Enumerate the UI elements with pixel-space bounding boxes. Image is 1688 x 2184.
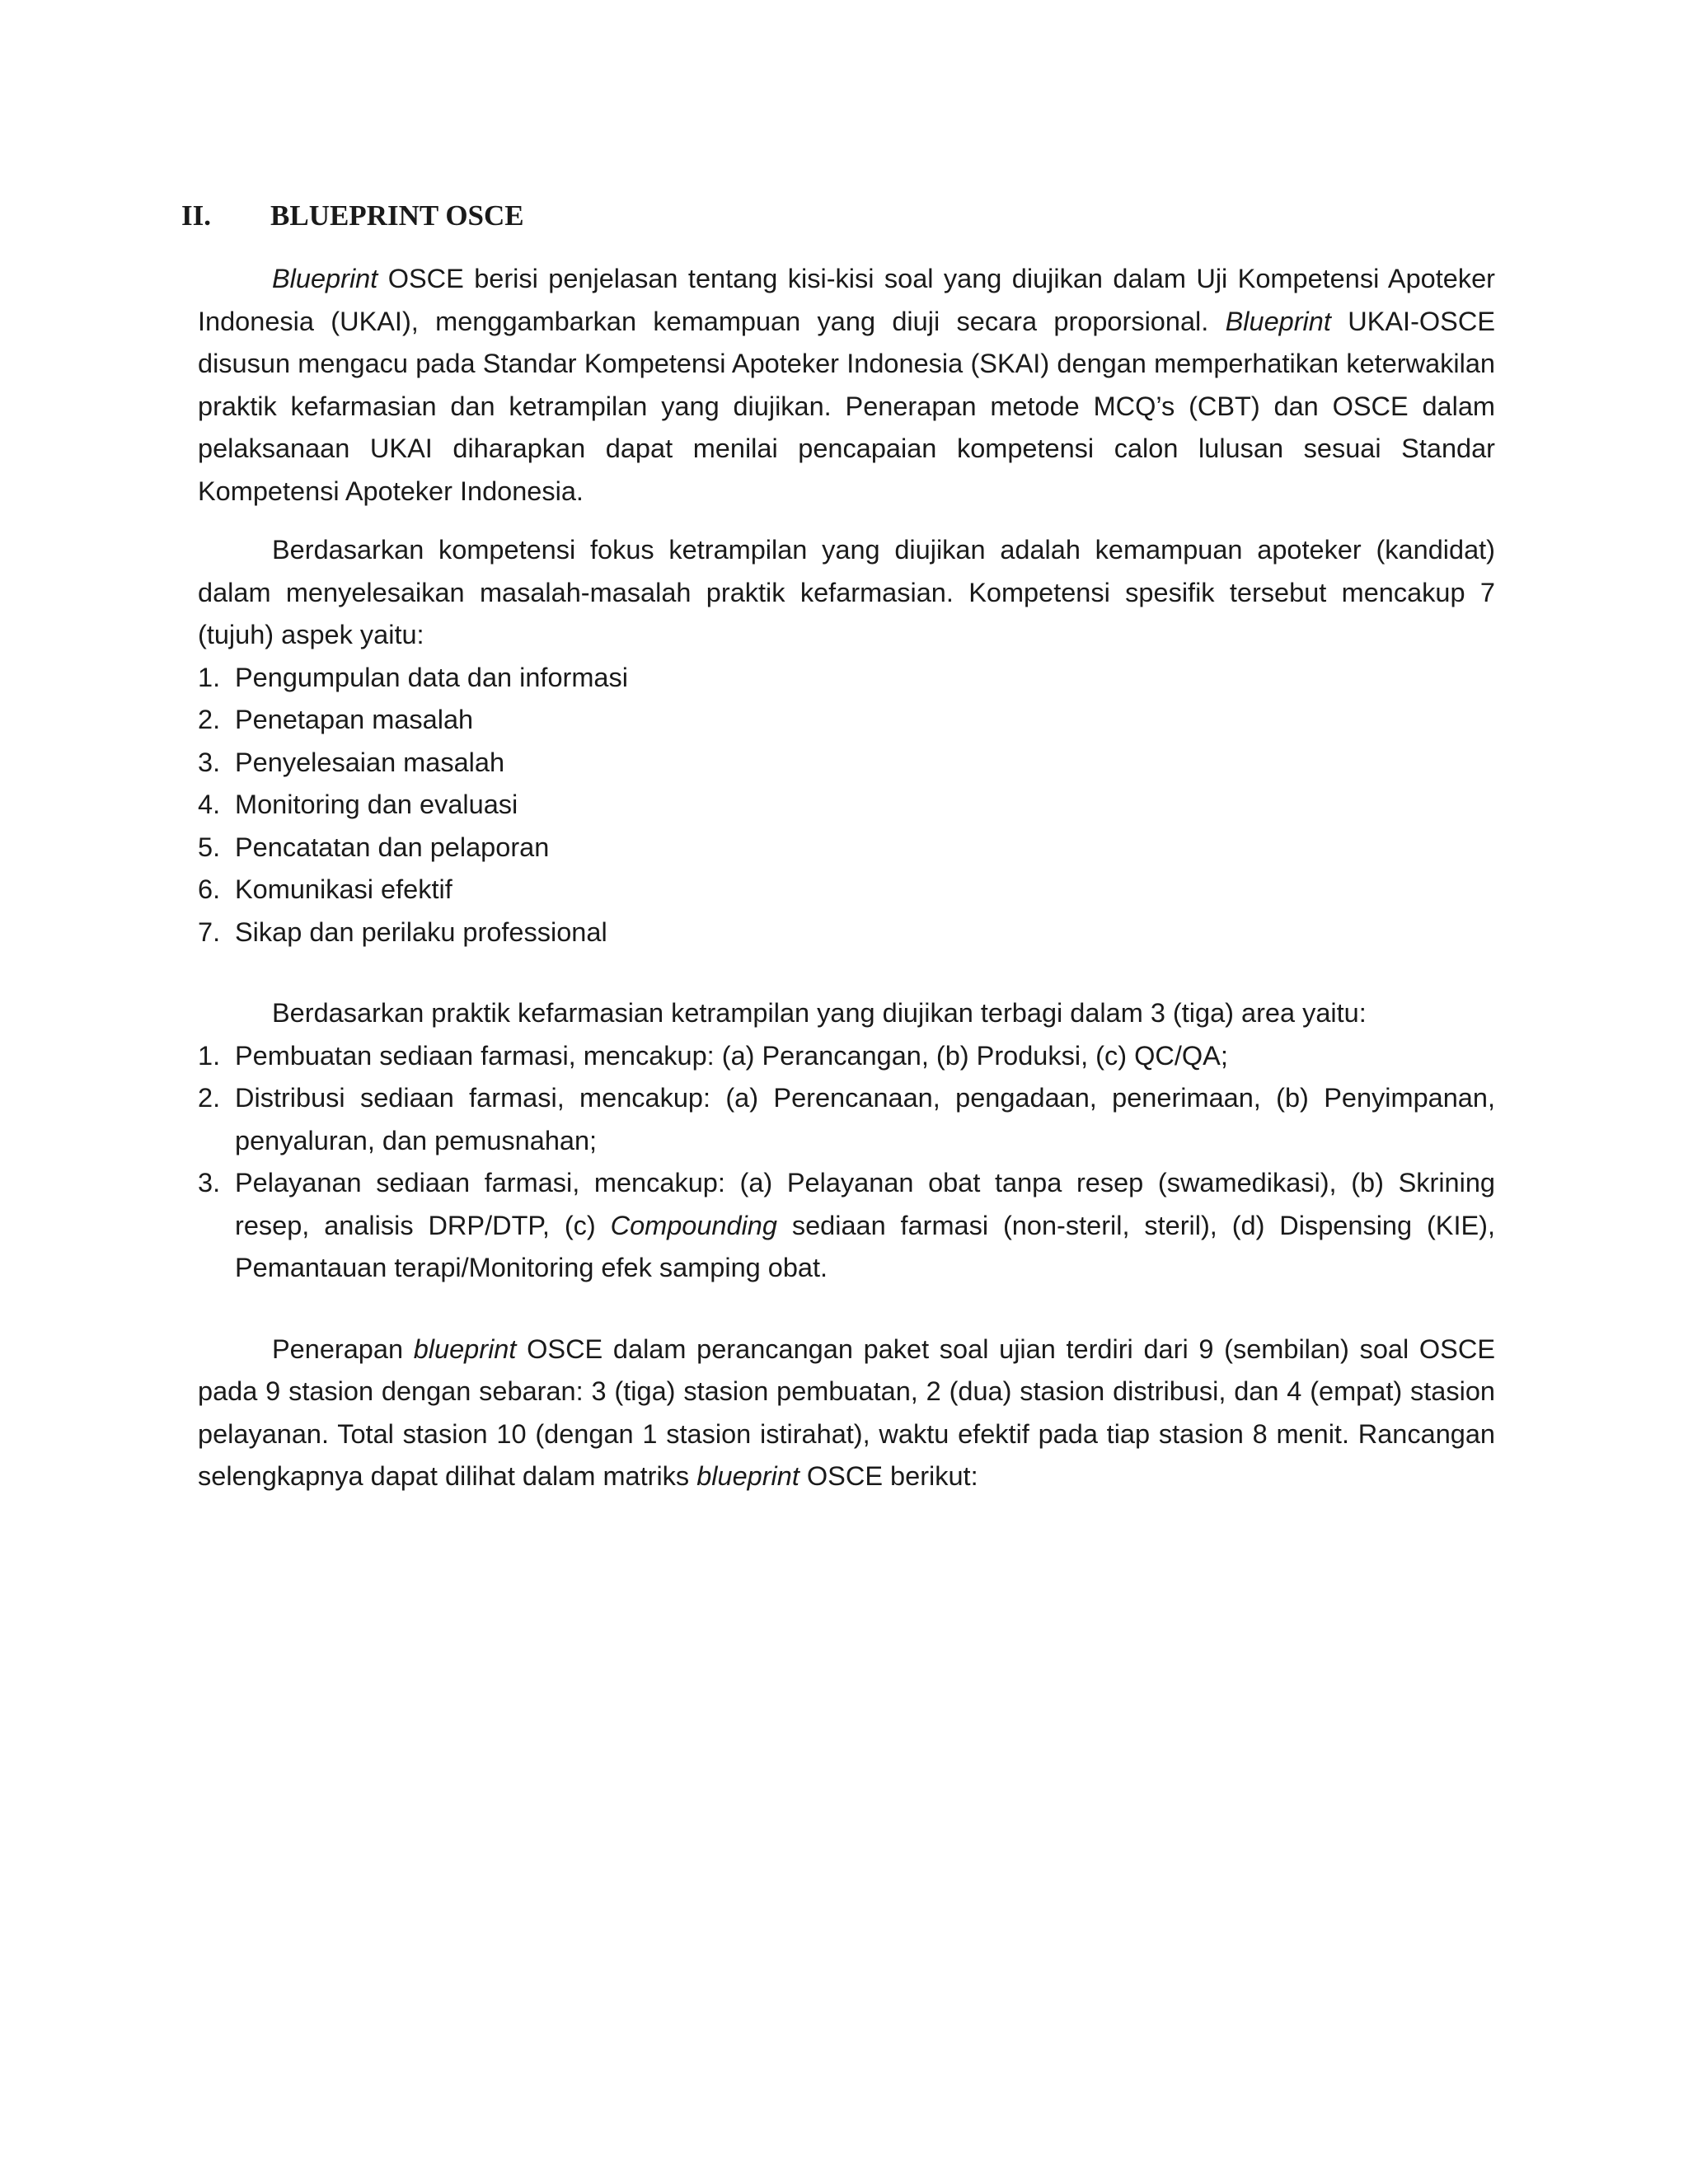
paragraph-competence: Berdasarkan kompetensi fokus ketrampilan yang diujikan adalah kemampuan apoteker (kandidat) dalam menyelesaikan masalah-masalah praktik kefarmasian. Kompetensi spesifik tersebut mencakup 7 (tujuh) aspek yaitu:: [198, 535, 1495, 649]
italic-term: Blueprint: [1225, 306, 1331, 336]
list-item: 1. Pembuatan sediaan farmasi, mencakup: (a) Perancangan, (b) Produksi, (c) QC/QA;: [198, 1040, 1228, 1071]
list-item: 7. Sikap dan perilaku professional: [198, 916, 607, 947]
document-body: [198, 258, 1495, 1498]
paragraph-stations: Penerapan blueprint OSCE dalam perancangan paket soal ujian terdiri dari 9 (sembilan) soal OSCE pada 9 stasion dengan sebaran: 3 (tiga) stasion pembuatan, 2 (dua) stasion distribusi, dan 4 (empat) stasion pelayanan. Total stasion 10 (dengan 1 stasion istirahat), waktu efektif pada tiap stasion 8 menit. Rancangan selengkapnya dapat dilihat dalam matriks blueprint OSCE berikut:: [198, 1333, 1495, 1491]
list-item: 3. Pelayanan sediaan farmasi, mencakup: (a) Pelayanan obat tanpa resep (swamedikasi), (b) Skrining resep, analisis DRP/DTP, (c) Compounding sediaan farmasi (non-steril, steril), (d) Dispensing (KIE), Pemantauan terapi/Monitoring efek samping obat.: [198, 1168, 1496, 1282]
list-item: 4. Monitoring dan evaluasi: [198, 790, 518, 819]
italic-term: blueprint: [413, 1333, 517, 1364]
list-item: 2. Distribusi sediaan farmasi, mencakup: (a) Perencanaan, pengadaan, penerimaan, (b) Penyimpanan, penyaluran, dan pemusnahan;: [198, 1083, 1495, 1155]
list-item: 1. Pengumpulan data dan informasi: [198, 662, 628, 692]
paragraph-intro: Blueprint OSCE berisi penjelasan tentang kisi-kisi soal yang diujikan dalam Uji Kompetensi Apoteker Indonesia (UKAI), menggambarkan kemampuan yang diuji secara proporsional. Blueprint UKAI-OSCE disusun mengacu pada Standar Kompetensi Apoteker Indonesia (SKAI) dengan memperhatikan keterwakilan praktik kefarmasian dan ketrampilan yang diujikan. Penerapan metode MCQ’s (CBT) dan OSCE dalam pelaksanaan UKAI diharapkan dapat menilai pencapaian kompetensi calon lulusan sesuai Standar Kompetensi Apoteker Indonesia.: [198, 264, 1496, 506]
section-number: II.: [181, 199, 211, 232]
italic-term: Blueprint: [272, 264, 378, 293]
italic-term: blueprint: [696, 1461, 799, 1491]
section-heading: [181, 196, 1495, 236]
list-item: 2. Penetapan masalah: [198, 705, 474, 734]
paragraph-areas: Berdasarkan praktik kefarmasian ketrampilan yang diujikan terbagi dalam 3 (tiga) area yaitu:: [272, 998, 1367, 1028]
italic-term: Compounding: [610, 1210, 777, 1240]
area-list: [198, 1035, 1495, 1290]
document-page: [181, 196, 1496, 1498]
list-item: 6. Komunikasi efektif: [198, 874, 452, 904]
list-item: 5. Pencatatan dan pelaporan: [198, 832, 550, 862]
section-title: BLUEPRINT OSCE: [270, 199, 524, 232]
list-item: 3. Penyelesaian masalah: [198, 747, 505, 777]
aspect-list: [198, 657, 1495, 954]
